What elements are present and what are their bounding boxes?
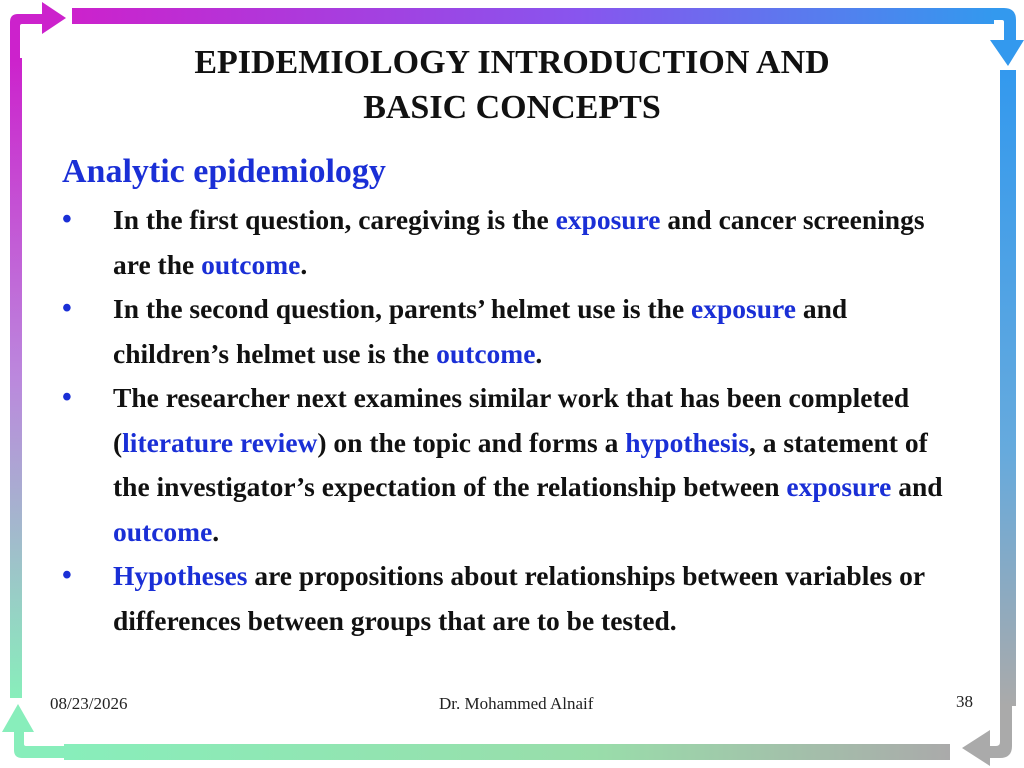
footer-page-number: 38 bbox=[956, 692, 973, 711]
highlighted-term: Hypotheses bbox=[113, 560, 248, 591]
slide-title-line-1: EPIDEMIOLOGY INTRODUCTION AND bbox=[194, 44, 830, 81]
bullet-dot-icon: • bbox=[62, 560, 72, 591]
footer-author: Dr. Mohammed Alnaif bbox=[439, 694, 594, 713]
bullet-text: In the second question, parents’ helmet use is the bbox=[113, 293, 692, 324]
frame-right-bar bbox=[1000, 70, 1016, 706]
highlighted-term: exposure bbox=[555, 204, 661, 235]
bullet-item bbox=[62, 198, 967, 287]
bullet-dot-icon: • bbox=[62, 382, 72, 413]
footer-date: 08/23/2026 bbox=[50, 694, 128, 713]
highlighted-term: hypothesis bbox=[625, 426, 750, 458]
bullet-text: and cancer screenings are the bbox=[113, 204, 925, 280]
frame-arrow-top-right bbox=[990, 8, 1024, 66]
bullet-item bbox=[62, 376, 967, 554]
bullet-list bbox=[62, 198, 967, 643]
bullet-text: are propositions about relationships between variables or differences between groups that are to be tested. bbox=[113, 560, 925, 636]
highlighted-term: outcome bbox=[113, 515, 213, 547]
highlighted-term: exposure bbox=[786, 471, 892, 502]
bullet-text: . bbox=[300, 248, 308, 280]
bullet-item bbox=[62, 554, 967, 643]
highlighted-term: outcome bbox=[201, 248, 301, 280]
highlighted-term: literature review bbox=[122, 426, 318, 458]
section-heading: Analytic epidemiology bbox=[62, 153, 386, 190]
bullet-text: In the first question, caregiving is the bbox=[113, 204, 556, 235]
bullet-text: , a statement of the investigator’s expectation of the relationship between bbox=[113, 426, 928, 502]
frame-top-bar bbox=[72, 8, 994, 24]
frame-left-bar bbox=[10, 58, 22, 698]
highlighted-term: exposure bbox=[691, 293, 796, 324]
frame-bottom-bar bbox=[64, 744, 950, 760]
frame-arrow-top-left bbox=[10, 2, 66, 58]
bullet-text: ) on the topic and forms a bbox=[317, 426, 626, 458]
bullet-item bbox=[62, 287, 967, 376]
bullet-text: The researcher next examines similar work that has been completed ( bbox=[113, 382, 910, 458]
bullet-text: and bbox=[891, 471, 943, 502]
slide-title-line-2: BASIC CONCEPTS bbox=[363, 89, 661, 126]
bullet-text: . bbox=[212, 515, 220, 547]
frame-arrow-bottom-right bbox=[962, 704, 1012, 766]
highlighted-term: outcome bbox=[436, 337, 536, 369]
bullet-dot-icon: • bbox=[62, 204, 72, 235]
bullet-text: . bbox=[535, 337, 543, 369]
slide-title bbox=[100, 40, 924, 130]
bullet-text: and children’s helmet use is the bbox=[113, 293, 848, 369]
bullet-dot-icon: • bbox=[62, 293, 72, 324]
